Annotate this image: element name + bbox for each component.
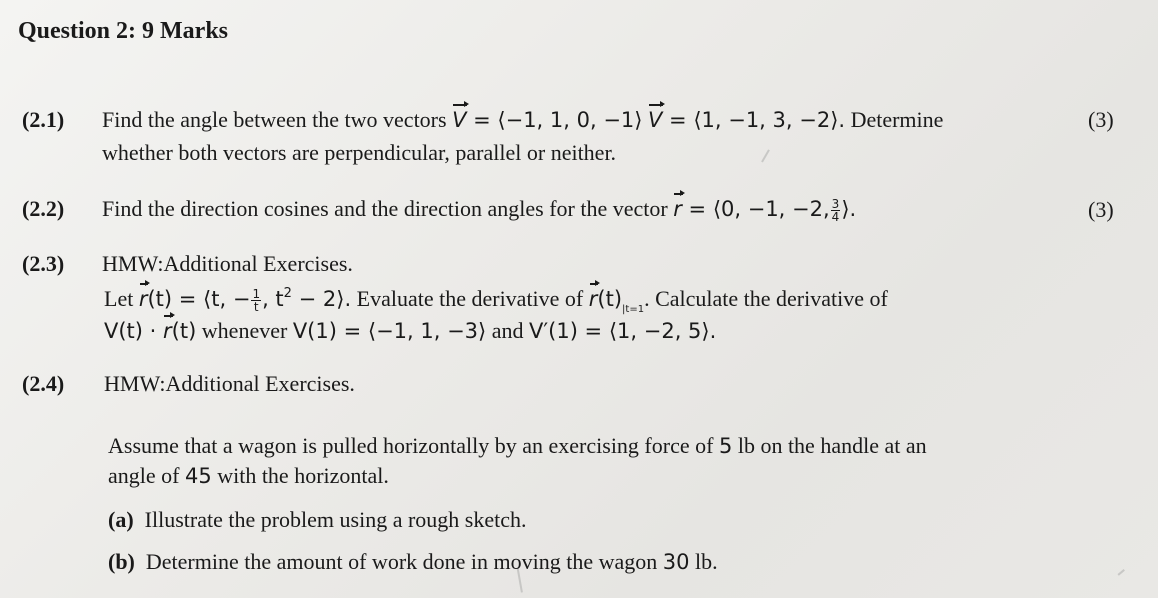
q22-line1-text: Find the direction cosines and the direction angles for the vector xyxy=(102,196,668,221)
q23-r-definition: r(t) = ⟨t, − $\frac{1}{t}$ , $t^2$ − 2⟩. xyxy=(138,286,352,314)
q21-line2: whether both vectors are perpendicular, parallel or neither. xyxy=(102,140,617,165)
q21-vector1: V = ⟨−1, 1, 0, −1⟩ xyxy=(452,108,643,132)
q24-paragraph-line2: angle of 45 with the horizontal. xyxy=(108,463,389,488)
q22-number: (2.2) xyxy=(22,196,65,221)
q23-heading: HMW:Additional Exercises. xyxy=(102,251,353,276)
q24-paragraph-line1: Assume that a wagon is pulled horizontally by an exercising force of 5 lb on the handle at an xyxy=(108,433,927,458)
q21-vector2: V = ⟨1, −1, 3, −2⟩. xyxy=(647,108,846,132)
q22-marks: (3) xyxy=(1088,197,1114,222)
q21-number: (2.1) xyxy=(22,107,65,132)
pencil-mark xyxy=(761,149,770,162)
q21-determine: Determine xyxy=(850,107,944,132)
q24-part-a: (a) Illustrate the problem using a rough sketch. xyxy=(108,507,527,532)
q23-line2: V(t) · r(t) whenever V(1) = ⟨−1, 1, −3⟩ and V′(1) = ⟨1, −2, 5⟩. xyxy=(104,318,717,343)
q22-fraction: $\frac{3}{4}$ xyxy=(831,196,840,224)
q23-line1: Let r(t) = ⟨t, − $\frac{1}{t}$ , $t^2$ − 2⟩. Evaluate the derivative of $r(t)_{|t=1}$. Calculate the derivative of xyxy=(104,286,888,315)
q21-line1-text: Find the angle between the two vectors xyxy=(102,107,447,132)
q21-marks: (3) xyxy=(1088,107,1114,132)
question-title: Question 2: 9 Marks xyxy=(18,18,228,44)
q23-r-of-t: $r(t)_{|t=1}$ xyxy=(588,287,645,315)
q22-vector-r: r = ⟨0, −1, −2, $\frac{3}{4}$ ⟩. xyxy=(673,196,857,224)
q23-number: (2.3) xyxy=(22,251,65,276)
q21-line1 xyxy=(102,107,943,133)
q22-line1 xyxy=(102,196,856,223)
pencil-mark xyxy=(1118,569,1125,575)
q24-part-b: (b) Determine the amount of work done in moving the wagon 30 lb. xyxy=(108,549,718,574)
q24-heading: HMW:Additional Exercises. xyxy=(104,371,355,396)
q24-number: (2.4) xyxy=(22,371,65,396)
